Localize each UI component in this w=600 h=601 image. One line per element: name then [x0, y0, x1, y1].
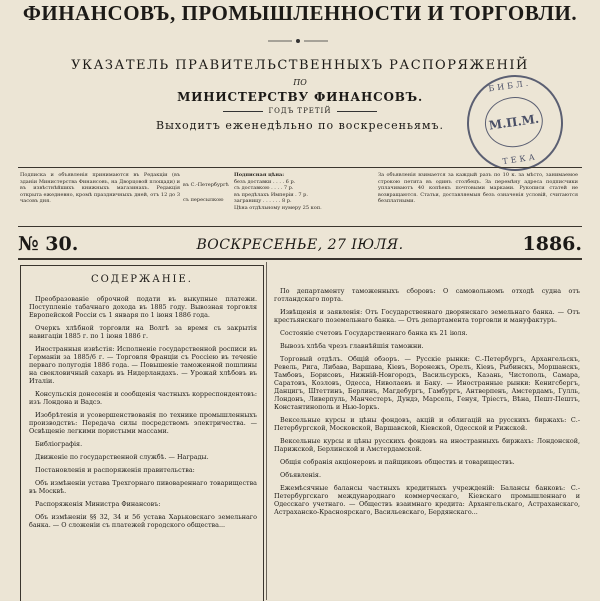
issue-rule: [18, 258, 582, 260]
price-row: въ предѣлахъ Имперіи . 7 р.: [234, 191, 308, 198]
price-row: безъ доставки . . . . 6 р.: [234, 178, 296, 185]
issue-line: [18, 233, 582, 255]
right-entry: По департаменту таможенныхъ сборовъ: О самовольномъ отходѣ судна отъ готландскаго порта.: [274, 287, 580, 303]
ministry-name: МИНИСТЕРСТВУ ФИНАНСОВЪ.: [177, 90, 423, 104]
contents-entry: Консульскія донесенія и сообщенія частныхъ корреспондентовъ: изъ Лондона и Вадсэ.: [29, 390, 257, 406]
right-entry: Объявленія.: [280, 471, 321, 479]
header-rule-bottom: [18, 226, 582, 227]
issue-year: 1886.: [522, 233, 582, 255]
contents-entry: Библіографія.: [35, 440, 83, 448]
masthead-title: ФИНАНСОВЪ, ПРОМЫШЛЕННОСТИ И ТОРГОВЛИ.: [22, 1, 578, 25]
stamp-ring-bottom: ТЕКА: [501, 152, 539, 167]
contents-entry: Распоряженія Министра Финансовъ:: [35, 500, 161, 508]
contents-entry: Иностранныя извѣстія: Исполненіе государственной росписи въ Германіи за 1885/6 г. — Торговля Франціи съ Россіею въ теченіе перваго полугодія 1886 года. — Повышеніе таможенной пошлины на свекловичный сахаръ въ Нидерландахъ. — Урожай хлѣбовъ въ Италіи.: [29, 345, 257, 385]
column-divider: [266, 262, 267, 600]
right-entry: Вексельные курсы и цѣны русскихъ фондовъ на иностранныхъ биржахъ: Лондонской, Парижской, Берлинской и Амстердамской.: [274, 437, 580, 453]
subscription-info: Подписка и объявленія принимаются въ Редакціи (въ зданіи Министерства Финансовъ, на Дворцовой площади) и въ извѣстнѣйшихъ книжныхъ магазинахъ. Редакція открыта ежедневно, кромѣ праздничныхъ дней, отъ 12 до 3 часовъ дня.: [20, 172, 180, 205]
price-row: заграницу . . . . . . 8 р.: [234, 198, 292, 205]
stamp-ring-top: БИБЛ.: [487, 78, 532, 94]
price-row: Цѣна отдѣльному нумеру 25 коп.: [234, 204, 322, 211]
stamp-center: М.П.М.: [482, 93, 546, 151]
price-row: съ доставкою . . . . 7 р.: [234, 185, 294, 192]
right-entry: Извѣщенія и заявленія: Отъ Государственнаго дворянскаго земельнаго банка. — Отъ крестьянскаго поземельнаго банка. — Отъ департамента торговли и мануфактуръ.: [274, 308, 580, 324]
contents-entry: Очеркъ хлѣбной торговли на Волгѣ за время съ закрытія навигаціи 1885 г. по 1 іюня 1886 г.: [29, 324, 257, 340]
right-entry: Общія собранія акціонеровъ и пайщиковъ обществъ и товариществъ.: [280, 458, 515, 466]
year-label: ГОДЪ ТРЕТІЙ: [0, 107, 600, 115]
contents-entry: Преобразованіе оброчной подати въ выкупные платежи. Поступленіе табачнаго дохода въ 1885 году. Вывозная торговля Европейской Россіи съ 1 января по 1 іюня 1886 года.: [29, 295, 257, 319]
weekly-notice: Выходитъ еженедѣльно по воскресеньямъ.: [156, 119, 444, 132]
right-entry: Торговый отдѣлъ. Общій обзоръ. — Русскіе рынки: С.-Петербургъ, Архангельскъ, Ревель, Рига, Либава, Варшава, Кіевъ, Воронежъ, Орелъ, Кіевъ, Рыбинскъ, Моршанскъ, Тамбовъ, Борисовъ, Нижній-Новгородъ, Васильсурскъ, Казань, Чистополь, Самара, Саратовъ, Козловъ, Одесса, Ниволаевъ и Баку. — Иностранные рынки: Кенигсбергъ, Данцигъ, Штеттинъ, Берлинъ, Магдебургъ, Гамбургъ, Антверпенъ, Амстердамъ, Гулль, Лондонъ, Ливерпуль, Манчестеръ, Дундэ, Марсель, Генуя, Тріестъ, Вѣна, Пешт-Пештъ, Константинополь и Нью-Іоркъ.: [274, 355, 580, 411]
subscription-places: [183, 172, 229, 222]
contents-box: [20, 265, 264, 601]
issue-number: № 30.: [18, 233, 79, 255]
contents-entry: Движеніе по государственной службѣ. — Награды.: [35, 453, 209, 461]
price-header: Подписная цѣна:: [234, 172, 285, 178]
right-entry: Состояніе счетовъ Государственнаго банка къ 21 іюля.: [280, 329, 468, 337]
contents-title: СОДЕРЖАНІЕ.: [91, 274, 193, 285]
header-rule-top: [18, 167, 582, 168]
contents-entry: Изобрѣтенія и усовершенствованія по технике промышленныхъ производствъ: Передача силы посредствомъ электричества. — Освѣщеніе легкими пористыми массами.: [29, 411, 257, 435]
contents-entry: Объ измѣненіи устава Трехгорнаго пивовареннаго товарищества въ Москвѣ.: [29, 479, 257, 495]
issue-date: ВОСКРЕСЕНЬЕ, 27 ІЮЛЯ.: [196, 237, 404, 253]
ornament-divider: [268, 38, 328, 44]
right-entry: Вывозъ хлѣба чрезъ главнѣйшія таможни.: [280, 342, 424, 350]
place-spb: въ С.-Петербургѣ: [183, 182, 229, 188]
right-entry: Вексельные курсы и цѣны фондовъ, акцій и облигацій на русскихъ биржахъ: С.-Петербургской, Московской, Варшавской, Кіевской, Одесской и Рижской.: [274, 416, 580, 432]
subtitle-po: ПО: [293, 78, 307, 87]
subtitle-index: УКАЗАТЕЛЬ ПРАВИТЕЛЬСТВЕННЫХЪ РАСПОРЯЖЕНІЙ: [71, 58, 529, 73]
right-entry: Ежемѣсячные балансы частныхъ кредитныхъ учрежденій: Балансы банковъ: С.-Петербургскаго международнаго коммерческаго, Кіевскаго промышленнаго и Одесскаго учетнаго. — Обществъ взаимнаго кредита: Архангельскаго, Астраханскаго, Астраханско-Красноярскаго, Васильевскаго, Бердянскаго...: [274, 484, 580, 516]
contents-entry: Постановленія и распоряженія правительства:: [35, 466, 195, 474]
advert-terms: За объявленія взимается за каждый разъ по 10 к. за мѣсто, занимаемое строкою петита въ одинъ столбецъ. За перемѣну адреса подписчики уплачиваютъ 40 копѣекъ почтовыми марками. Рукописи статей не возвращаются. Статьи, доставляемыя безъ означенія условій, считаются безплатными.: [378, 172, 578, 205]
contents-right-column: [270, 265, 582, 600]
subscription-prices: [234, 172, 374, 222]
contents-entry: Объ измѣненіи §§ 32, 34 и 56 устава Харьковскаго земельнаго банка. — О сложеніи съ платежей городского общества...: [29, 513, 257, 529]
place-mail: съ пересылкою: [183, 196, 224, 203]
